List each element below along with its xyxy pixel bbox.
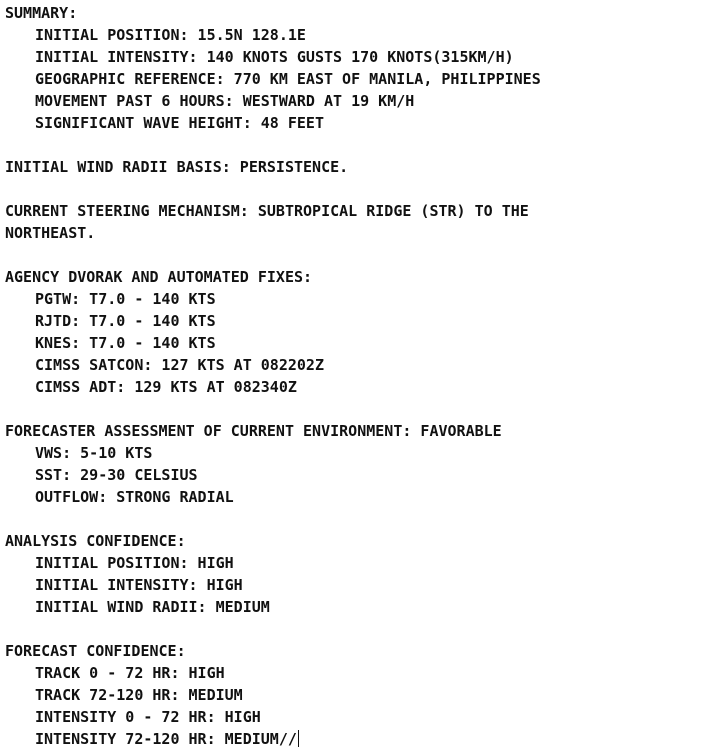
dvorak-fix: CIMSS ADT: 129 KTS AT 082340Z [35, 378, 297, 396]
analysis-confidence-item: INITIAL INTENSITY: HIGH [35, 576, 243, 594]
bulletin-document[interactable] [5, 2, 705, 750]
initial-position: INITIAL POSITION: 15.5N 128.1E [35, 26, 306, 44]
dvorak-fix: PGTW: T7.0 - 140 KTS [35, 290, 216, 308]
environment-item: VWS: 5-10 KTS [35, 444, 153, 462]
analysis-confidence-item: INITIAL POSITION: HIGH [35, 554, 234, 572]
dvorak-fix: RJTD: T7.0 - 140 KTS [35, 312, 216, 330]
summary-heading: SUMMARY: [5, 4, 78, 22]
forecast-confidence-last-line[interactable] [5, 728, 705, 750]
blank-line [5, 398, 705, 420]
analysis-confidence-heading: ANALYSIS CONFIDENCE: [5, 532, 186, 550]
environment-item: SST: 29-30 CELSIUS [35, 466, 198, 484]
dvorak-heading: AGENCY DVORAK AND AUTOMATED FIXES: [5, 268, 313, 286]
environment-heading: FORECASTER ASSESSMENT OF CURRENT ENVIRONMENT: FAVORABLE [5, 422, 502, 440]
blank-line [5, 178, 705, 200]
dvorak-fix: CIMSS SATCON: 127 KTS AT 082202Z [35, 356, 324, 374]
blank-line [5, 508, 705, 530]
analysis-confidence-item: INITIAL WIND RADII: MEDIUM [35, 598, 270, 616]
forecast-confidence-item: TRACK 72-120 HR: MEDIUM [35, 686, 243, 704]
forecast-confidence-item: INTENSITY 0 - 72 HR: HIGH [35, 708, 261, 726]
wave-height: SIGNIFICANT WAVE HEIGHT: 48 FEET [35, 114, 324, 132]
steering-line-1: CURRENT STEERING MECHANISM: SUBTROPICAL RIDGE (STR) TO THE [5, 202, 529, 220]
steering-line-2: NORTHEAST. [5, 224, 96, 242]
forecast-confidence-item: TRACK 0 - 72 HR: HIGH [35, 664, 225, 682]
wind-radii-basis: INITIAL WIND RADII BASIS: PERSISTENCE. [5, 158, 349, 176]
forecast-confidence-item: INTENSITY 72-120 HR: MEDIUM// [35, 730, 297, 748]
movement: MOVEMENT PAST 6 HOURS: WESTWARD AT 19 KM/H [35, 92, 415, 110]
initial-intensity: INITIAL INTENSITY: 140 KNOTS GUSTS 170 KNOTS(315KM/H) [35, 48, 514, 66]
forecast-confidence-heading: FORECAST CONFIDENCE: [5, 642, 186, 660]
environment-item: OUTFLOW: STRONG RADIAL [35, 488, 234, 506]
blank-line [5, 134, 705, 156]
text-cursor [298, 730, 299, 747]
blank-line [5, 618, 705, 640]
geographic-reference: GEOGRAPHIC REFERENCE: 770 KM EAST OF MANILA, PHILIPPINES [35, 70, 541, 88]
blank-line [5, 244, 705, 266]
dvorak-fix: KNES: T7.0 - 140 KTS [35, 334, 216, 352]
